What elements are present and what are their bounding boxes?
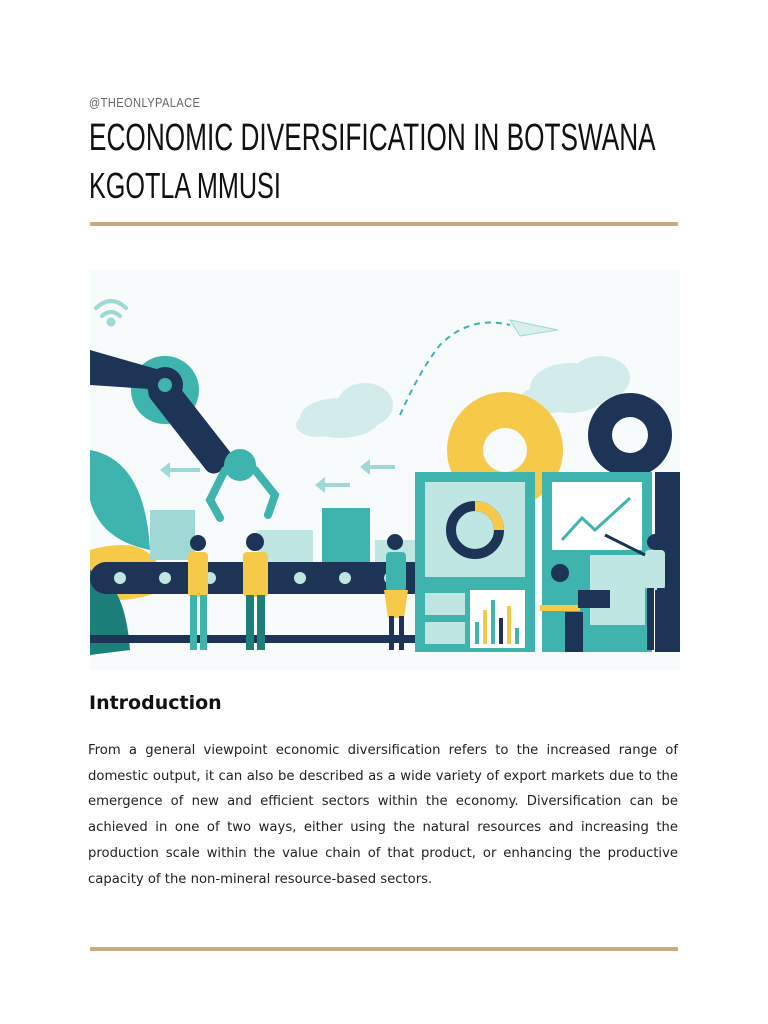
dark-gear-icon — [588, 393, 672, 477]
bottom-divider — [90, 947, 678, 951]
intro-paragraph: From a general viewpoint economic diversification refers to the increased range of domestic output, it can also be described as a wide variety of export markets due to the emergence of new and efficient sectors within the economy. Diversification can be achieved in one of two ways, either using the natural resources and increasing the production scale within the value chain of that product, or enhancing the productive capacity of the non-mineral resource-based sectors. — [88, 743, 678, 887]
author-name: KGOTLA MMUSI — [89, 165, 281, 206]
top-divider — [90, 222, 678, 226]
dashboard-panel-left — [415, 472, 535, 652]
document-title: ECONOMIC DIVERSIFICATION IN BOTSWANA — [89, 117, 656, 159]
author-handle: @THEONLYPALACE — [89, 95, 201, 110]
section-heading: Introduction — [89, 692, 222, 714]
industry-illustration — [90, 250, 680, 670]
